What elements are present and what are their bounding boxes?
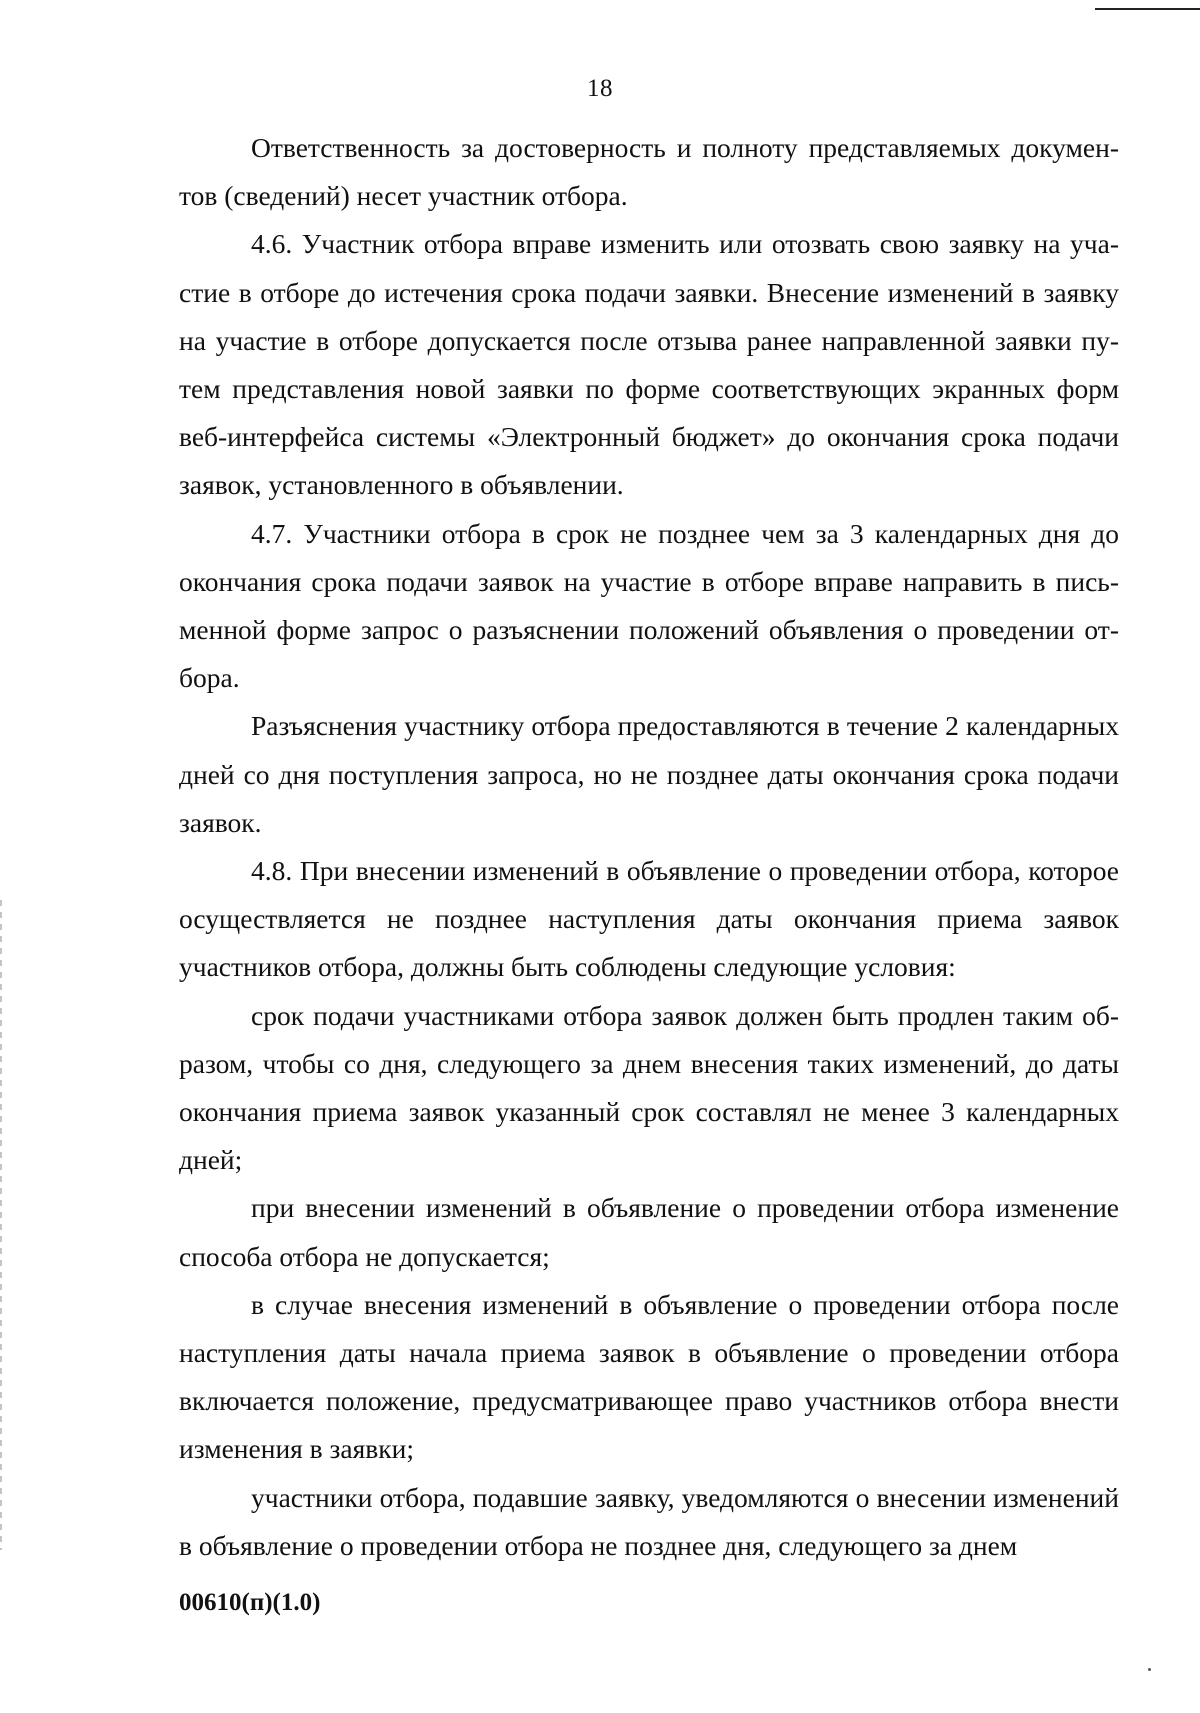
- paragraph: Ответственность за достоверность и полноту представляемых документов (сведений) несет участник отбора.: [179, 132, 1119, 212]
- paragraph: срок подачи участниками отбора заявок должен быть продлен таким образом, чтобы со дня, следующего за днем внесения таких изменений, до даты окончания приема заявок указанный срок составлял не менее 3 календарных дней;: [179, 999, 1119, 1176]
- paragraph: Разъяснения участнику отбора предоставляются в течение 2 календарных дней со дня поступления запроса, но не позднее даты окончания срока подачи заявок.: [179, 710, 1119, 838]
- paragraph: в случае внесения изменений в объявление о проведении отбора после наступления даты начала приема заявок в объявление о проведении отбора включается положение, предусматривающее право участников отбора внести изменения в заявки;: [179, 1288, 1119, 1465]
- paragraph: 4.6. Участник отбора вправе изменить или отозвать свою заявку на участие в отборе до истечения срока подачи заявки. Внесение изменений в заявку на участие в отборе допускается после отзыва ранее направленной заявки путем представления новой заявки по форме соответствующих экранных форм веб-интерфейса системы «Электронный бюджет» до окончания срока подачи заявок, установленного в объявлении.: [179, 228, 1119, 501]
- document-body: [179, 124, 1119, 1570]
- paragraph: 4.7. Участники отбора в срок не позднее чем за 3 календарных дня до окончания срока подачи заявок на участие в отборе вправе направить в письменной форме запрос о разъяснении положений объявления о проведении отбора.: [179, 517, 1119, 694]
- document-code: 00610(п)(1.0): [179, 1589, 321, 1616]
- scan-artifact-line: [1095, 8, 1200, 10]
- page-number: 18: [587, 75, 613, 102]
- paragraph: участники отбора, подавшие заявку, уведомляются о внесении изменений в объявление о проведении отбора не позднее дня, следующего за днем: [179, 1481, 1119, 1561]
- scan-artifact-edge: [0, 900, 2, 1550]
- paragraph: 4.8. При внесении изменений в объявление о проведении отбора, которое осуществляется не позднее наступления даты окончания приема заявок участников отбора, должны быть соблюдены следующие условия:: [179, 855, 1119, 983]
- paragraph: при внесении изменений в объявление о проведении отбора изменение способа отбора не допускается;: [179, 1192, 1119, 1272]
- scan-artifact-speck: [1148, 1668, 1151, 1671]
